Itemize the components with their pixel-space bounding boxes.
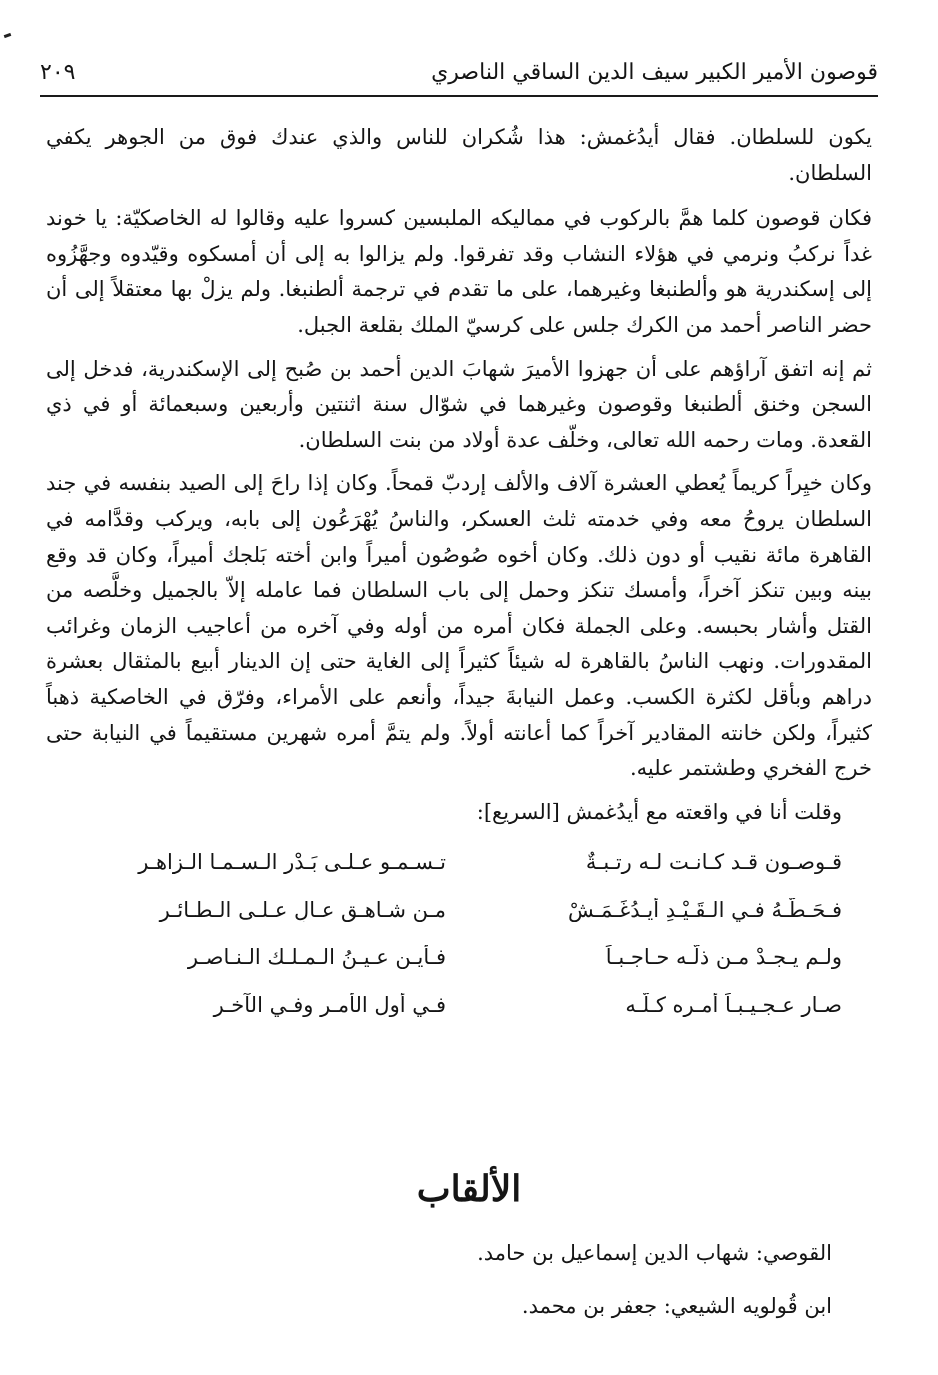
verse-first-hemistich: قـوصـون قـد كـانـت لـه رتـبـةٌ (585, 850, 842, 875)
paragraph-1: يكون للسلطان. فقال أيدُغمش: هذا شُكران للناس والذي عندك فوق من الجوهر يكفي السلطان. (46, 125, 872, 185)
verse-first-hemistich: ولـم يـجـدْ مـن ذلّـه حـاجـبـاً (605, 945, 842, 970)
verse-line (106, 933, 842, 981)
scan-mark (4, 33, 12, 38)
verse-second-hemistich: فـأيـن عـيـنُ الـمـلـك الـنـاصـرِ (187, 945, 446, 970)
verse-first-hemistich: فـحَـطَّـهُ فـي الـقَـيْـدِ أَيـدُغَـمَـشْ (568, 897, 842, 922)
header-rule (40, 95, 878, 97)
verse-line (106, 838, 842, 886)
paragraph-3: ثم إنه اتفق آراؤهم على أن جهزوا الأميرَ شهابَ الدين أحمد بن صُبح إلى الإسكندرية، فدخل إلى السجن وخنق ألطنبغا وقوصون وغيرهما في شوّال سنة اثنتين وأربعين وسبعمائة أو في ذي القعدة. ومات رحمه الله تعالى، وخلّف عدة أولاد من بنت السلطان. (46, 356, 872, 452)
poem (46, 838, 872, 1028)
paragraph-2: فكان قوصون كلما همَّ بالركوب في مماليكه الملبسين كسروا عليه وقالوا له الخاصكيّة: يا خوند غداً نركبُ ونرمي في هؤلاء النشاب وقد تفرقوا. ولم يزالوا به إلى أن أمسكوه وقيّدوه وجهَّزُوه إلى إسكندرية هو وألطنبغا وغيرهما، على ما تقدم في ترجمة ألطنبغا. ولم يزلْ بها معتقلاً إلى أن حضر الناصر أحمد من الكرك جلس على كرسيّ الملك بقلعة الجبل. (46, 206, 872, 337)
paragraph-4: وكان خيِراً كريماً يُعطي العشرة آلاف والألف إردبّ قمحاً. وكان إذا راحَ إلى الصيد بنفسه في جند السلطان يروحُ معه وفي خدمته ثلث العسكر، والناسُ يُهْرَعُون إلى بابه، ويركب وقدَّامه في القاهرة مائة نقيب أو دون ذلك. وكان أخوه صُوصُون أميراً وابن أخته بَلجك أميراً، وكان قد وقع بينه وبين تنكز آخراً، وأمسك تنكز وحمل إلى باب السلطان فما عامله إلاّ بالجميل وخلَّصه من القتل وأشار بحبسه. وعلى الجملة فكان أمره من أوله وفي آخره من أعاجيب الزمان وغرائب المقدورات. ونهب الناسُ بالقاهرة له شيئاً كثيراً إلى الغاية حتى إن الدينار أبيع بالمثقال بعشرة دراهم وبأقل لكثرة الكسب. وعمل النيابةَ جيداً، وأنعم على الأمراء، وفرّق في الخاصكية ذهباً كثيراً، ولكن خانته المقادير آخراً كما أعانته أولاً. ولم يتمَّ أمره شهرين مستقيماً في النيابة حتى خرج الفخري وطشتمر عليه. (46, 471, 872, 781)
verse-intro: وقلت أنا في واقعته مع أيدُغمش [السريع]: (476, 799, 842, 824)
entries-list (46, 1236, 832, 1342)
verse-second-hemistich: تـسـمـو عـلـى بَـدْرِ الـسـمـا الـزاهـرِ (138, 850, 446, 875)
entry-item: ابن قُولويه الشيعي: جعفر بن محمد. (521, 1294, 832, 1318)
verse-line (106, 886, 842, 934)
verse-line (106, 981, 842, 1029)
verse-second-hemistich: مـن شـاهـقٍ عـالٍ عـلـى الـطـائـرِ (159, 897, 446, 922)
page-number: ٢٠٩ (40, 59, 76, 85)
section-heading: الألقاب (416, 1168, 522, 1210)
running-header (40, 52, 878, 92)
verse-first-hemistich: صـار عـجـيـبـاً أمـره كـلُّـه (625, 992, 842, 1017)
main-text (46, 120, 872, 1028)
entry-item: القوصي: شهاب الدين إسماعيل بن حامد. (477, 1241, 832, 1265)
verse-second-hemistich: فـي أولِ الأمـرِ وفـي الآخـرِ (213, 992, 446, 1017)
header-title: قوصون الأمير الكبير سيف الدين الساقي الناصري (431, 59, 878, 85)
